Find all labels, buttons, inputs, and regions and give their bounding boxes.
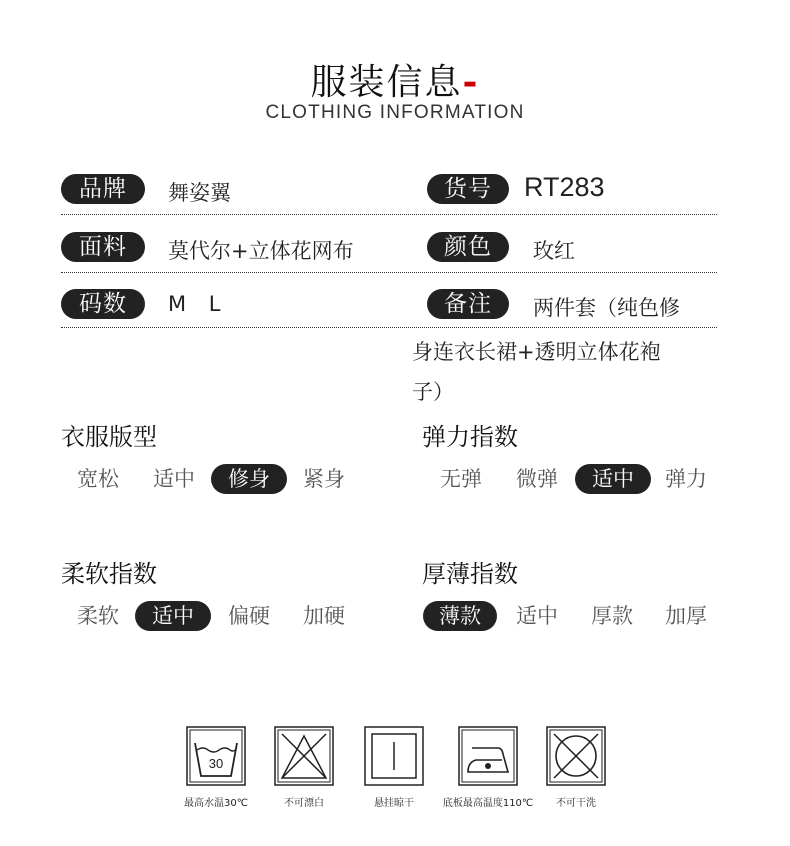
color-value: 玫红 [533,239,575,263]
item-no-tag: 货号 [427,174,509,204]
softness-title: 柔软指数 [61,560,157,588]
care-label: 不可干洗 [556,798,596,809]
divider [61,214,717,215]
softness-option-selected: 适中 [135,601,211,631]
page-subtitle: CLOTHING INFORMATION [265,102,525,123]
fit-title: 衣服版型 [61,423,157,451]
care-item-iron [436,726,540,809]
care-label: 底板最高温度110℃ [442,798,534,809]
elasticity-option: 弹力 [665,467,707,491]
material-tag: 面料 [61,232,145,262]
elasticity-title: 弹力指数 [422,423,518,451]
fit-option-selected: 修身 [211,464,287,494]
note-value-line3: 子） [412,380,454,404]
divider [61,327,717,328]
fit-option: 紧身 [303,467,345,491]
thickness-option: 适中 [516,604,558,628]
softness-option: 加硬 [303,604,345,628]
brand-tag: 品牌 [61,174,145,204]
care-label: 最高水温30℃ [184,798,248,809]
title-dash: - [462,61,480,103]
thickness-title: 厚薄指数 [422,560,518,588]
page-title [0,54,790,105]
elasticity-option: 无弹 [440,467,482,491]
title-text: 服装信息 [310,62,463,103]
color-tag: 颜色 [427,232,509,262]
size-value: M L [168,292,229,316]
size-tag: 码数 [61,289,145,319]
note-tag: 备注 [427,289,509,319]
elasticity-option-selected: 适中 [575,464,651,494]
item-no-value: RT283 [524,172,605,202]
care-item-hang [354,726,434,809]
thickness-option: 厚款 [591,604,633,628]
info-row-brand [0,171,790,211]
thickness-option: 加厚 [665,604,707,628]
care-item-bleach [264,726,344,809]
elasticity-option: 微弹 [516,467,558,491]
fit-option: 宽松 [77,467,119,491]
no-dry-clean-icon [546,726,606,786]
care-item-wash [176,726,256,809]
thickness-option-selected: 薄款 [423,601,497,631]
material-value: 莫代尔+立体花网布 [168,239,354,263]
brand-value: 舞姿翼 [168,181,231,205]
info-row-material [0,229,790,269]
no-bleach-icon [274,726,334,786]
wash-30-icon [186,726,246,786]
divider [61,272,717,273]
wash-temp-text: 30 [208,756,224,771]
care-label: 悬挂晾干 [374,798,414,809]
care-label: 不可漂白 [284,798,324,809]
softness-option: 偏硬 [228,604,270,628]
note-value-line2: 身连衣长裙+透明立体花袍 [412,340,661,364]
note-value-line1: 两件套（纯色修 [533,296,680,320]
info-row-size [0,286,790,326]
hang-dry-icon [364,726,424,786]
fit-option: 适中 [153,467,195,491]
care-item-dryclean [536,726,616,809]
softness-option: 柔软 [77,604,119,628]
iron-110-icon [458,726,518,786]
